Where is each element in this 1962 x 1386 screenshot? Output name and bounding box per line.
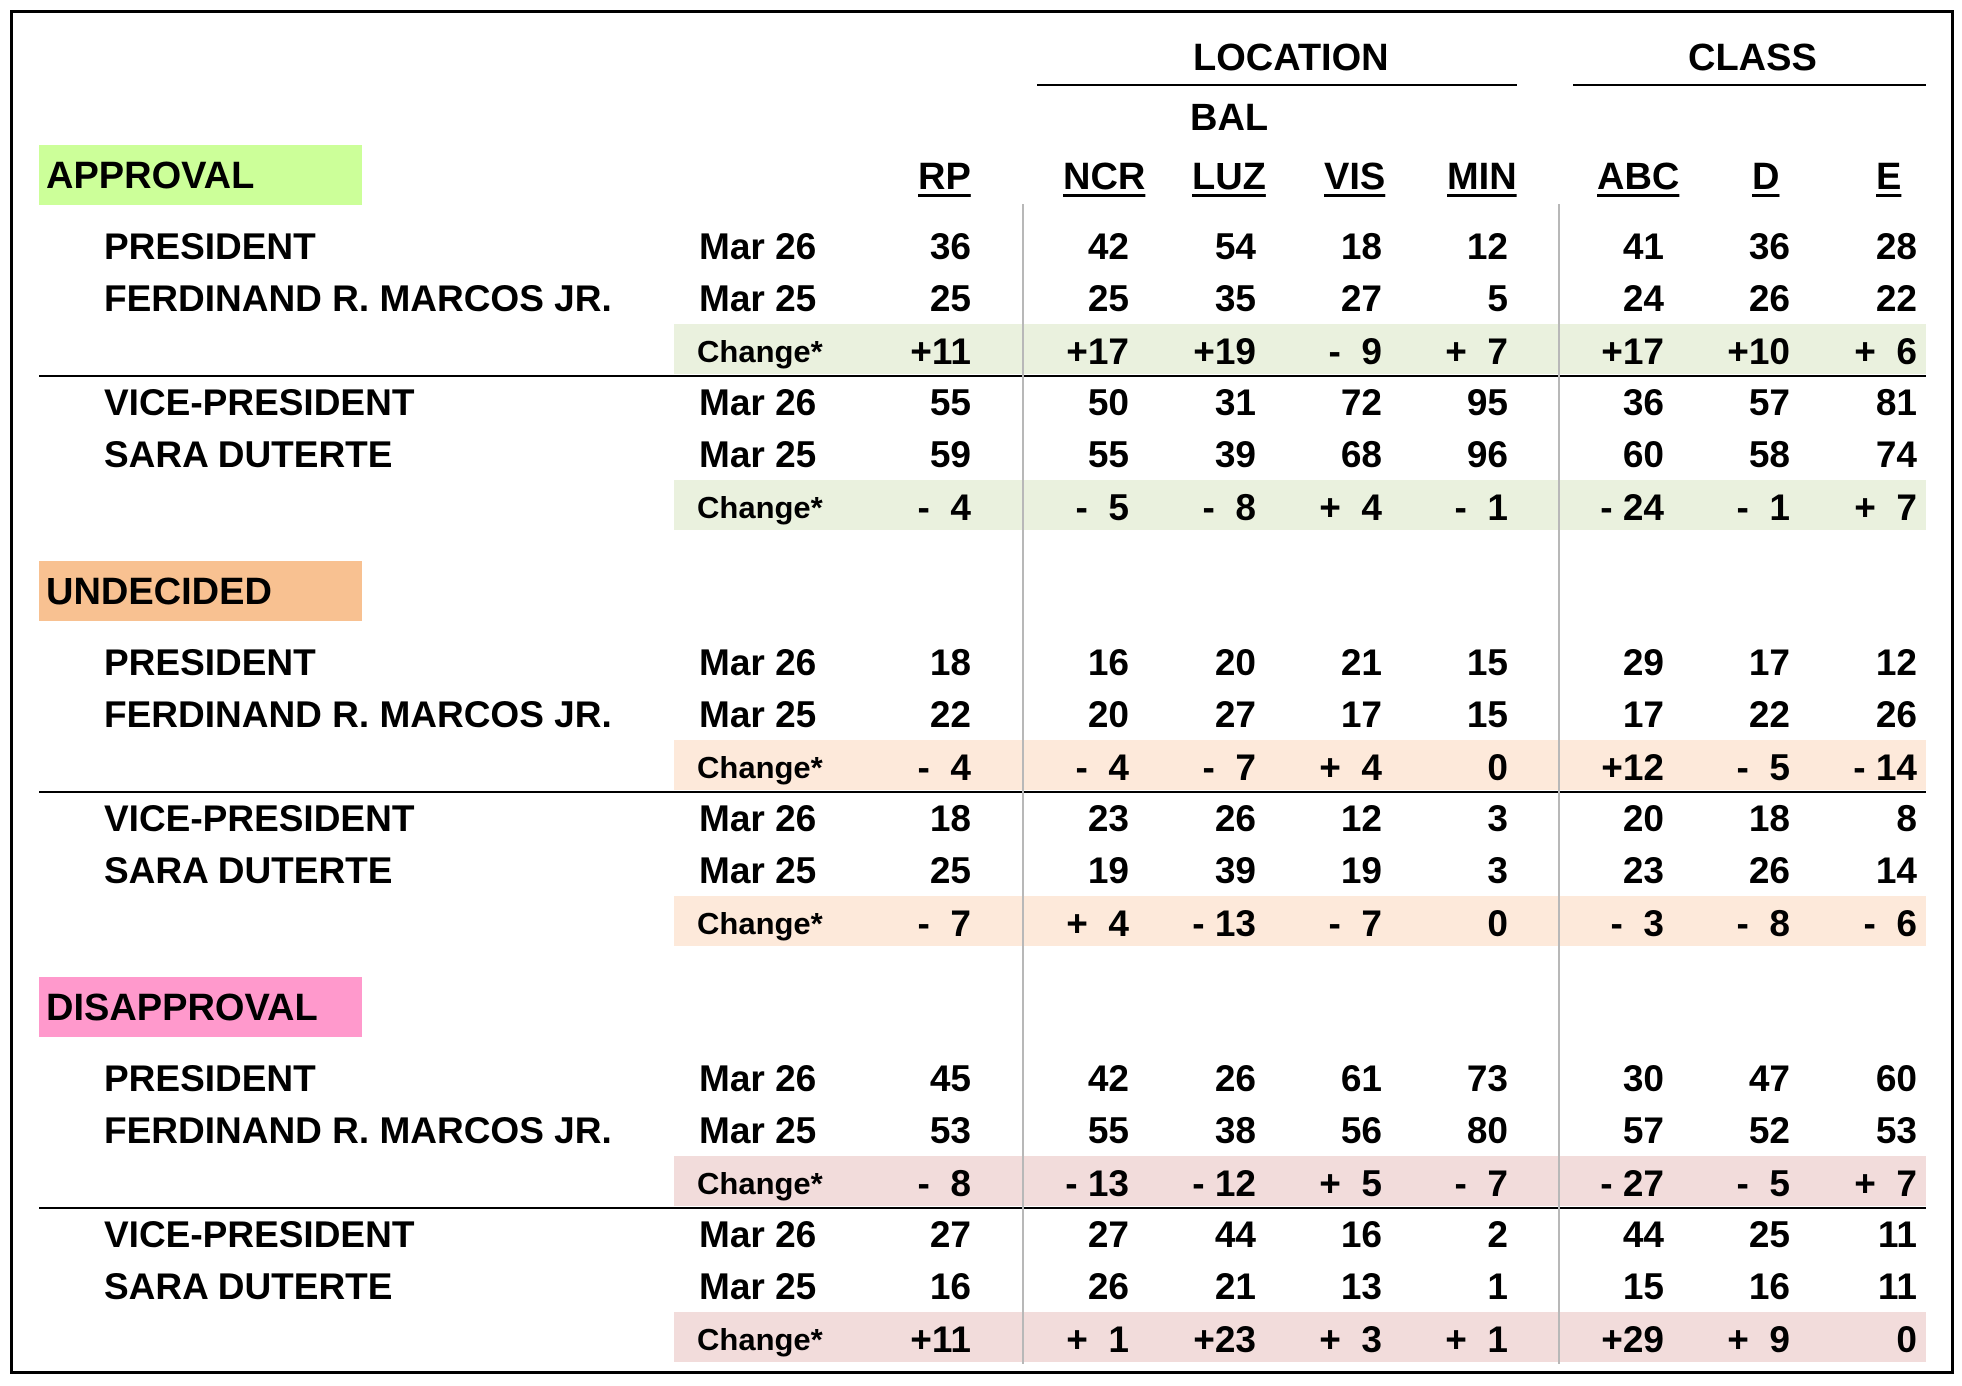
change-cell: + 5 bbox=[1319, 1163, 1382, 1204]
column-header-luz: LUZ bbox=[1192, 156, 1266, 198]
change-cell: - 3 bbox=[1610, 903, 1664, 944]
change-cell: +11 bbox=[910, 331, 971, 372]
change-label: Change* bbox=[697, 334, 823, 369]
change-cell: + 7 bbox=[1445, 331, 1508, 372]
official-title: VICE-PRESIDENT bbox=[104, 1214, 415, 1255]
table-cell: 18 bbox=[1340, 226, 1382, 267]
change-label: Change* bbox=[697, 750, 823, 785]
table-cell: 21 bbox=[1340, 642, 1382, 683]
table-cell: 25 bbox=[929, 278, 971, 319]
table-cell: 25 bbox=[1087, 278, 1129, 319]
table-cell: 14 bbox=[1875, 850, 1917, 891]
table-cell: 20 bbox=[1214, 642, 1256, 683]
change-cell: + 1 bbox=[1066, 1319, 1129, 1360]
table-cell: 41 bbox=[1622, 226, 1664, 267]
table-cell: 55 bbox=[1087, 1110, 1129, 1151]
section-label-approval bbox=[39, 145, 362, 205]
change-cell: 0 bbox=[1896, 1319, 1917, 1360]
table-cell: 61 bbox=[1340, 1058, 1382, 1099]
table-cell: 44 bbox=[1622, 1214, 1664, 1255]
class-column-divider bbox=[1558, 204, 1560, 1364]
survey-date: Mar 25 bbox=[699, 850, 817, 891]
column-header-e: E bbox=[1876, 156, 1902, 198]
table-cell: 42 bbox=[1087, 1058, 1129, 1099]
class-group-rule bbox=[1573, 84, 1926, 86]
table-cell: 25 bbox=[929, 850, 971, 891]
table-cell: 23 bbox=[1622, 850, 1664, 891]
table-cell: 13 bbox=[1340, 1266, 1382, 1307]
section-label-disapproval bbox=[39, 977, 362, 1037]
change-cell: - 24 bbox=[1600, 487, 1664, 528]
change-cell: + 3 bbox=[1319, 1319, 1382, 1360]
table-cell: 80 bbox=[1466, 1110, 1508, 1151]
change-cell: +17 bbox=[1601, 331, 1664, 372]
table-cell: 25 bbox=[1748, 1214, 1790, 1255]
table-cell: 26 bbox=[1748, 850, 1790, 891]
table-cell: 19 bbox=[1087, 850, 1129, 891]
table-cell: 52 bbox=[1748, 1110, 1790, 1151]
table-cell: 81 bbox=[1875, 382, 1917, 423]
table-cell: 16 bbox=[1340, 1214, 1382, 1255]
change-cell: - 5 bbox=[1736, 1163, 1790, 1204]
change-cell: + 7 bbox=[1854, 1163, 1917, 1204]
group-divider bbox=[39, 1207, 1926, 1209]
table-cell: 47 bbox=[1748, 1058, 1790, 1099]
table-cell: 15 bbox=[1622, 1266, 1664, 1307]
section-label-text: DISAPPROVAL bbox=[46, 987, 318, 1029]
change-cell: - 7 bbox=[1328, 903, 1382, 944]
change-cell: + 6 bbox=[1854, 331, 1917, 372]
survey-date: Mar 26 bbox=[699, 1058, 817, 1099]
change-cell: - 1 bbox=[1454, 487, 1508, 528]
table-cell: 11 bbox=[1877, 1214, 1917, 1255]
table-cell: 26 bbox=[1214, 798, 1256, 839]
change-cell: +29 bbox=[1601, 1319, 1664, 1360]
table-cell: 55 bbox=[1087, 434, 1129, 475]
change-cell: - 8 bbox=[1736, 903, 1790, 944]
table-cell: 26 bbox=[1087, 1266, 1129, 1307]
table-cell: 60 bbox=[1875, 1058, 1917, 1099]
official-title: PRESIDENT bbox=[104, 226, 316, 267]
official-name: FERDINAND R. MARCOS JR. bbox=[104, 278, 612, 319]
survey-date: Mar 26 bbox=[699, 382, 817, 423]
table-cell: 11 bbox=[1877, 1266, 1917, 1307]
location-group-header: LOCATION bbox=[1193, 37, 1389, 79]
table-cell: 26 bbox=[1748, 278, 1790, 319]
table-cell: 3 bbox=[1487, 798, 1508, 839]
change-cell: - 7 bbox=[917, 903, 971, 944]
table-cell: 17 bbox=[1748, 642, 1790, 683]
table-cell: 68 bbox=[1340, 434, 1382, 475]
change-cell: 0 bbox=[1487, 747, 1508, 788]
change-cell: - 1 bbox=[1736, 487, 1790, 528]
location-group-rule bbox=[1037, 84, 1517, 86]
table-cell: 39 bbox=[1214, 434, 1256, 475]
survey-date: Mar 26 bbox=[699, 798, 817, 839]
official-name: SARA DUTERTE bbox=[104, 850, 393, 891]
survey-date: Mar 25 bbox=[699, 278, 817, 319]
survey-date: Mar 25 bbox=[699, 434, 817, 475]
table-cell: 55 bbox=[929, 382, 971, 423]
change-cell: - 8 bbox=[1202, 487, 1256, 528]
table-cell: 27 bbox=[1340, 278, 1382, 319]
section-label-undecided bbox=[39, 561, 362, 621]
survey-date: Mar 25 bbox=[699, 1266, 817, 1307]
survey-date: Mar 26 bbox=[699, 642, 817, 683]
change-cell: - 14 bbox=[1853, 747, 1917, 788]
table-cell: 36 bbox=[929, 226, 971, 267]
table-cell: 20 bbox=[1622, 798, 1664, 839]
survey-date: Mar 25 bbox=[699, 694, 817, 735]
table-cell: 73 bbox=[1466, 1058, 1508, 1099]
change-cell: 0 bbox=[1487, 903, 1508, 944]
table-cell: 17 bbox=[1622, 694, 1664, 735]
change-label: Change* bbox=[697, 1322, 823, 1357]
table-cell: 26 bbox=[1214, 1058, 1256, 1099]
table-cell: 39 bbox=[1214, 850, 1256, 891]
table-cell: 27 bbox=[1214, 694, 1256, 735]
official-name: FERDINAND R. MARCOS JR. bbox=[104, 1110, 612, 1151]
table-cell: 18 bbox=[929, 798, 971, 839]
table-cell: 53 bbox=[1875, 1110, 1917, 1151]
table-cell: 72 bbox=[1340, 382, 1382, 423]
table-cell: 26 bbox=[1875, 694, 1917, 735]
section-label-text: UNDECIDED bbox=[46, 571, 272, 613]
table-cell: 15 bbox=[1466, 694, 1508, 735]
column-header-rp: RP bbox=[918, 156, 971, 198]
survey-date: Mar 26 bbox=[699, 1214, 817, 1255]
table-cell: 24 bbox=[1622, 278, 1664, 319]
table-cell: 22 bbox=[1875, 278, 1917, 319]
table-cell: 58 bbox=[1748, 434, 1790, 475]
table-cell: 12 bbox=[1875, 642, 1917, 683]
table-cell: 42 bbox=[1087, 226, 1129, 267]
table-cell: 50 bbox=[1087, 382, 1129, 423]
table-cell: 20 bbox=[1087, 694, 1129, 735]
change-cell: - 6 bbox=[1863, 903, 1917, 944]
official-title: VICE-PRESIDENT bbox=[104, 382, 415, 423]
table-cell: 44 bbox=[1214, 1214, 1256, 1255]
table-cell: 60 bbox=[1622, 434, 1664, 475]
table-cell: 36 bbox=[1748, 226, 1790, 267]
table-cell: 53 bbox=[929, 1110, 971, 1151]
group-divider bbox=[39, 791, 1926, 793]
table-cell: 17 bbox=[1340, 694, 1382, 735]
change-label: Change* bbox=[697, 1166, 823, 1201]
table-cell: 27 bbox=[1087, 1214, 1129, 1255]
table-cell: 56 bbox=[1340, 1110, 1382, 1151]
table-cell: 23 bbox=[1087, 798, 1129, 839]
change-cell: - 5 bbox=[1075, 487, 1129, 528]
table-cell: 31 bbox=[1214, 382, 1256, 423]
table-cell: 59 bbox=[929, 434, 971, 475]
official-title: VICE-PRESIDENT bbox=[104, 798, 415, 839]
change-cell: - 7 bbox=[1454, 1163, 1508, 1204]
official-title: PRESIDENT bbox=[104, 642, 316, 683]
column-header-min: MIN bbox=[1447, 156, 1517, 198]
column-header-ncr: NCR bbox=[1063, 156, 1146, 198]
table-cell: 2 bbox=[1487, 1214, 1508, 1255]
bal-label: BAL bbox=[1190, 97, 1269, 139]
change-cell: + 1 bbox=[1445, 1319, 1508, 1360]
change-cell: + 4 bbox=[1319, 747, 1382, 788]
table-cell: 22 bbox=[1748, 694, 1790, 735]
official-name: SARA DUTERTE bbox=[104, 1266, 393, 1307]
column-header-d: D bbox=[1752, 156, 1780, 198]
section-label-text: APPROVAL bbox=[46, 155, 255, 197]
table-cell: 29 bbox=[1622, 642, 1664, 683]
table-cell: 5 bbox=[1487, 278, 1508, 319]
change-cell: + 7 bbox=[1854, 487, 1917, 528]
class-group-header: CLASS bbox=[1688, 37, 1817, 79]
table-cell: 35 bbox=[1214, 278, 1256, 319]
table-cell: 12 bbox=[1466, 226, 1508, 267]
change-label: Change* bbox=[697, 490, 823, 525]
table-cell: 74 bbox=[1875, 434, 1917, 475]
table-cell: 16 bbox=[1748, 1266, 1790, 1307]
location-column-divider bbox=[1022, 204, 1024, 1364]
table-cell: 38 bbox=[1214, 1110, 1256, 1151]
table-cell: 28 bbox=[1875, 226, 1917, 267]
official-name: SARA DUTERTE bbox=[104, 434, 393, 475]
change-cell: +19 bbox=[1193, 331, 1256, 372]
table-cell: 1 bbox=[1487, 1266, 1508, 1307]
change-cell: +23 bbox=[1193, 1319, 1256, 1360]
table-cell: 15 bbox=[1466, 642, 1508, 683]
change-cell: - 9 bbox=[1328, 331, 1382, 372]
table-cell: 12 bbox=[1340, 798, 1382, 839]
change-cell: +11 bbox=[910, 1319, 971, 1360]
table-cell: 21 bbox=[1214, 1266, 1256, 1307]
official-title: PRESIDENT bbox=[104, 1058, 316, 1099]
change-cell: + 4 bbox=[1319, 487, 1382, 528]
table-cell: 57 bbox=[1622, 1110, 1664, 1151]
change-cell: - 8 bbox=[917, 1163, 971, 1204]
change-cell: - 4 bbox=[917, 487, 971, 528]
table-cell: 36 bbox=[1622, 382, 1664, 423]
column-header-vis: VIS bbox=[1324, 156, 1386, 198]
survey-date: Mar 26 bbox=[699, 226, 817, 267]
table-cell: 19 bbox=[1340, 850, 1382, 891]
table-cell: 8 bbox=[1896, 798, 1917, 839]
change-cell: +12 bbox=[1601, 747, 1664, 788]
table-cell: 27 bbox=[929, 1214, 971, 1255]
table-cell: 3 bbox=[1487, 850, 1508, 891]
survey-date: Mar 25 bbox=[699, 1110, 817, 1151]
change-cell: - 27 bbox=[1600, 1163, 1664, 1204]
official-name: FERDINAND R. MARCOS JR. bbox=[104, 694, 612, 735]
table-cell: 16 bbox=[929, 1266, 971, 1307]
change-cell: + 4 bbox=[1066, 903, 1129, 944]
change-cell: - 5 bbox=[1736, 747, 1790, 788]
table-cell: 96 bbox=[1466, 434, 1508, 475]
change-cell: - 4 bbox=[917, 747, 971, 788]
table-cell: 95 bbox=[1466, 382, 1508, 423]
change-cell: - 7 bbox=[1202, 747, 1256, 788]
change-cell: - 13 bbox=[1192, 903, 1256, 944]
table-cell: 22 bbox=[929, 694, 971, 735]
table-cell: 45 bbox=[929, 1058, 971, 1099]
table-cell: 54 bbox=[1214, 226, 1256, 267]
table-cell: 18 bbox=[1748, 798, 1790, 839]
group-divider bbox=[39, 375, 1926, 377]
change-cell: + 9 bbox=[1727, 1319, 1790, 1360]
change-cell: - 4 bbox=[1075, 747, 1129, 788]
change-label: Change* bbox=[697, 906, 823, 941]
change-cell: +17 bbox=[1066, 331, 1129, 372]
change-cell: +10 bbox=[1727, 331, 1790, 372]
table-cell: 16 bbox=[1087, 642, 1129, 683]
change-cell: - 13 bbox=[1065, 1163, 1129, 1204]
table-cell: 57 bbox=[1748, 382, 1790, 423]
change-cell: - 12 bbox=[1192, 1163, 1256, 1204]
table-cell: 18 bbox=[929, 642, 971, 683]
column-header-abc: ABC bbox=[1597, 156, 1680, 198]
table-cell: 30 bbox=[1622, 1058, 1664, 1099]
